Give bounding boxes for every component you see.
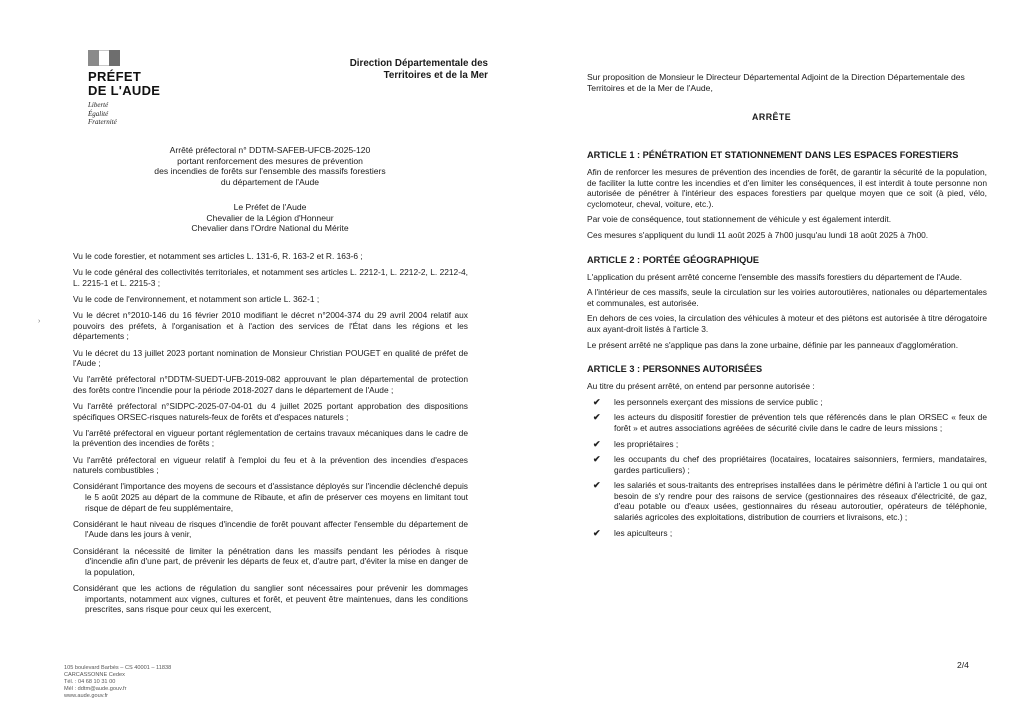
articles-content	[587, 150, 987, 552]
decree-heading: ARRÊTE	[752, 112, 792, 122]
consideration-item: Vu le code forestier, et notamment ses articles L. 131-6, R. 163-2 et R. 163-6 ;	[73, 251, 363, 261]
list-item	[587, 528, 987, 539]
consideration-item: Considérant que les actions de régulation du sanglier sont nécessaires pour prévenir les dommages importants, notamment aux vignes, cultures et forêt, et peuvent être maintenues, dans les conditions prescrites, sans risque pour ceux qui les exercent,	[73, 582, 468, 615]
list-item-text: les salariés et sous-traitants des entreprises installées dans le périmètre défini à l'article 1 ou qui ont besoin de s'y rendre pour des raisons de service (gestionnaires des réseaux d'électricité, de gaz, d'eau potable ou d'eaux usées, gestionnaires du réseau autoroutier, opérateurs de téléphonie, salariés agricoles des exploitations, distribution de courriers et livraisons, etc.) ;	[614, 480, 987, 523]
consideration-item: Vu l'arrêté préfectoral n°SIDPC-2025-07-04-01 du 4 juillet 2025 portant approbation des dispositions spécifiques ORSEC-risques naturels-feux de forêts et d'espaces naturels ;	[73, 401, 468, 422]
footer-phone: Tél. : 04 68 10 31 00	[64, 679, 116, 685]
list-item-text: les acteurs du dispositif forestier de prévention tels que référencés dans le plan ORSEC « feux de forêt » et autres associations agréées de sécurité civile dans le cadre de leurs missions ;	[614, 412, 987, 433]
consideration-item: Considérant le haut niveau de risques d'incendie de forêt pouvant affecter l'ensemble du département de l'Aude dans les jours à venir,	[73, 518, 468, 540]
list-item	[587, 397, 987, 408]
right-page	[512, 0, 1024, 724]
checkmark-icon: ✔	[593, 396, 601, 407]
address-footer	[64, 665, 184, 700]
list-item-text: les occupants du chef des propriétaires (locataires, locataires saisonniers, fermiers, mandataires, gardes particuliers) ;	[614, 454, 987, 475]
consideration-item: Considérant la nécessité de limiter la pénétration dans les massifs pendant les périodes à risque d'incendie afin d'une part, de prévenir les départs de feux et, d'autre part, d'éviter la mise en danger de la population,	[73, 545, 468, 577]
decree-title-line: portant renforcement des mesures de prévention	[177, 155, 363, 166]
motto-fraternite: Fraternité	[88, 118, 117, 126]
article-paragraph: A l'intérieur de ces massifs, seule la circulation sur les voiries autoroutières, nationales ou départementales et communales, est autorisée.	[587, 287, 987, 308]
list-item	[587, 480, 987, 522]
list-item-text: les apiculteurs ;	[614, 527, 673, 538]
footer-website: www.aude.gouv.fr	[64, 693, 109, 699]
decree-title-line: du département de l'Aude	[220, 176, 320, 187]
prefect-title-line: Chevalier dans l'Ordre National du Mérite	[191, 223, 349, 234]
prefect-title-line: Le Préfet de l'Aude	[233, 202, 307, 212]
issuing-direction	[318, 58, 488, 82]
decree-title-line: Arrêté préfectoral n° DDTM-SAFEB-UFCB-2025-120	[169, 145, 371, 155]
logo-line-1: PRÉFET	[88, 69, 142, 84]
motto-egalite: Égalité	[88, 109, 109, 118]
article-2	[587, 255, 987, 351]
article-2-title: ARTICLE 2 : PORTÉE GÉOGRAPHIQUE	[587, 254, 760, 265]
consideration-item: Considérant l'importance des moyens de secours et d'assistance déployés sur l'incendie déclenché depuis le 5 août 2025 au départ de la commune de Ribaute, et afin de préserver ces moyens en limitant tout risque de départ de feu supplémentaire,	[73, 481, 468, 513]
article-paragraph: Ces mesures s'appliquent du lundi 11 août 2025 à 7h00 jusqu'au lundi 18 août 2025 à 7h00.	[587, 229, 929, 240]
page-number: 2/4	[957, 660, 969, 670]
article-3	[587, 364, 987, 538]
consideration-item: Vu l'arrêté préfectoral en vigueur portant réglementation de certains travaux mécaniques dans le cadre de la prévention des incendies de forêts ;	[73, 427, 468, 449]
footer-email: Mél : ddtm@aude.gouv.fr	[64, 686, 127, 692]
article-3-title: ARTICLE 3 : PERSONNES AUTORISÉES	[587, 364, 763, 375]
list-item	[587, 439, 987, 450]
list-item	[587, 454, 987, 475]
checkmark-icon: ✔	[593, 454, 601, 465]
motto-liberte: Liberté	[88, 101, 109, 109]
decree-title-line: des incendies de forêts sur l'ensemble des massifs forestiers	[154, 166, 386, 177]
list-item-text: les propriétaires ;	[614, 438, 679, 449]
list-item-text: les personnels exerçant des missions de service public ;	[614, 396, 823, 407]
republic-flag-icon	[88, 50, 120, 66]
article-1	[587, 150, 987, 241]
article-1-title: ARTICLE 1 : PÉNÉTRATION ET STATIONNEMENT DANS LES ESPACES FORESTIERS	[587, 150, 959, 160]
proposition-text: Sur proposition de Monsieur le Directeur Départemental Adjoint de la Direction Départementale des Territoires et de la Mer de l'Aude,	[587, 72, 965, 93]
logo-motto	[88, 101, 198, 127]
consideration-item: Vu l'arrêté préfectoral en vigueur relatif à l'emploi du feu et à la prévention des incendies d'espaces naturels combustibles ;	[73, 454, 468, 476]
margin-mark: ›	[38, 318, 41, 325]
list-item	[587, 412, 987, 433]
prefect-title	[180, 202, 360, 234]
authorized-persons-list	[587, 397, 987, 539]
consideration-item: Vu l'arrêté préfectoral n°DDTM-SUEDT-UFB-2019-082 approuvant le plan départemental de protection des forêts contre l'incendie pour la période 2018-2027 dans le département de l'Aude ;	[73, 374, 468, 395]
article-paragraph: Le présent arrêté ne s'applique pas dans la zone urbaine, définie par les panneaux d'agglomération.	[587, 339, 959, 350]
prefect-title-line: Chevalier de la Légion d'Honneur	[206, 212, 334, 223]
direction-line-1: Direction Départementale des	[349, 58, 488, 69]
article-3-intro: Au titre du présent arrêté, on entend par personne autorisée :	[587, 381, 815, 392]
direction-line-2: Territoires et de la Mer	[383, 70, 488, 81]
checkmark-icon: ✔	[593, 527, 601, 538]
consideration-item: Vu le code général des collectivités territoriales, et notamment ses articles L. 2212-1, L. 2212-2, L. 2212-4, L. 2215-1 et L. 2215-3 ;	[73, 267, 468, 288]
article-paragraph: Afin de renforcer les mesures de prévention des incendies de forêt, de garantir la sécurité de la population, de faciliter la lutte contre les incendies et d'en limiter les conséquences, il est interdit à toute personne non autorisée de pénétrer à l'intérieur des espaces forestiers par quelque moyen que ce soit (à pied, vélo, cyclomoteur, cheval, voiture, etc.).	[587, 167, 987, 209]
consideration-item: Vu le décret du 13 juillet 2023 portant nomination de Monsieur Christian POUGET en qualité de préfet de l'Aude ;	[73, 347, 468, 369]
article-paragraph: Par voie de conséquence, tout stationnement de véhicule y est également interdit.	[587, 214, 892, 225]
consideration-item: Vu le décret n°2010-146 du 16 février 2010 modifiant le décret n°2004-374 du 29 avril 2004 relatif aux pouvoirs des préfets, à l'organisation et à l'action des services de l'État dans les régions et les départements ;	[73, 310, 468, 342]
checkmark-icon: ✔	[593, 438, 601, 449]
prefecture-logo	[88, 50, 198, 127]
article-paragraph: En dehors de ces voies, la circulation des véhicules à moteur et des piétons est autorisée à titre dérogatoire aux ayant-droit listés à l'article 3.	[587, 313, 987, 334]
logo-line-2: DE L'AUDE	[88, 83, 161, 98]
checkmark-icon: ✔	[593, 412, 601, 423]
considerations-list	[73, 251, 468, 620]
checkmark-icon: ✔	[593, 480, 601, 491]
decree-title	[120, 145, 420, 187]
footer-address: 105 boulevard Barbès – CS 40001 – 11838 CARCASSONNE Cedex	[64, 665, 172, 678]
article-paragraph: L'application du présent arrêté concerne l'ensemble des massifs forestiers du département de l'Aude.	[587, 271, 962, 282]
consideration-item: Vu le code de l'environnement, et notamment son article L. 362-1 ;	[73, 293, 320, 304]
